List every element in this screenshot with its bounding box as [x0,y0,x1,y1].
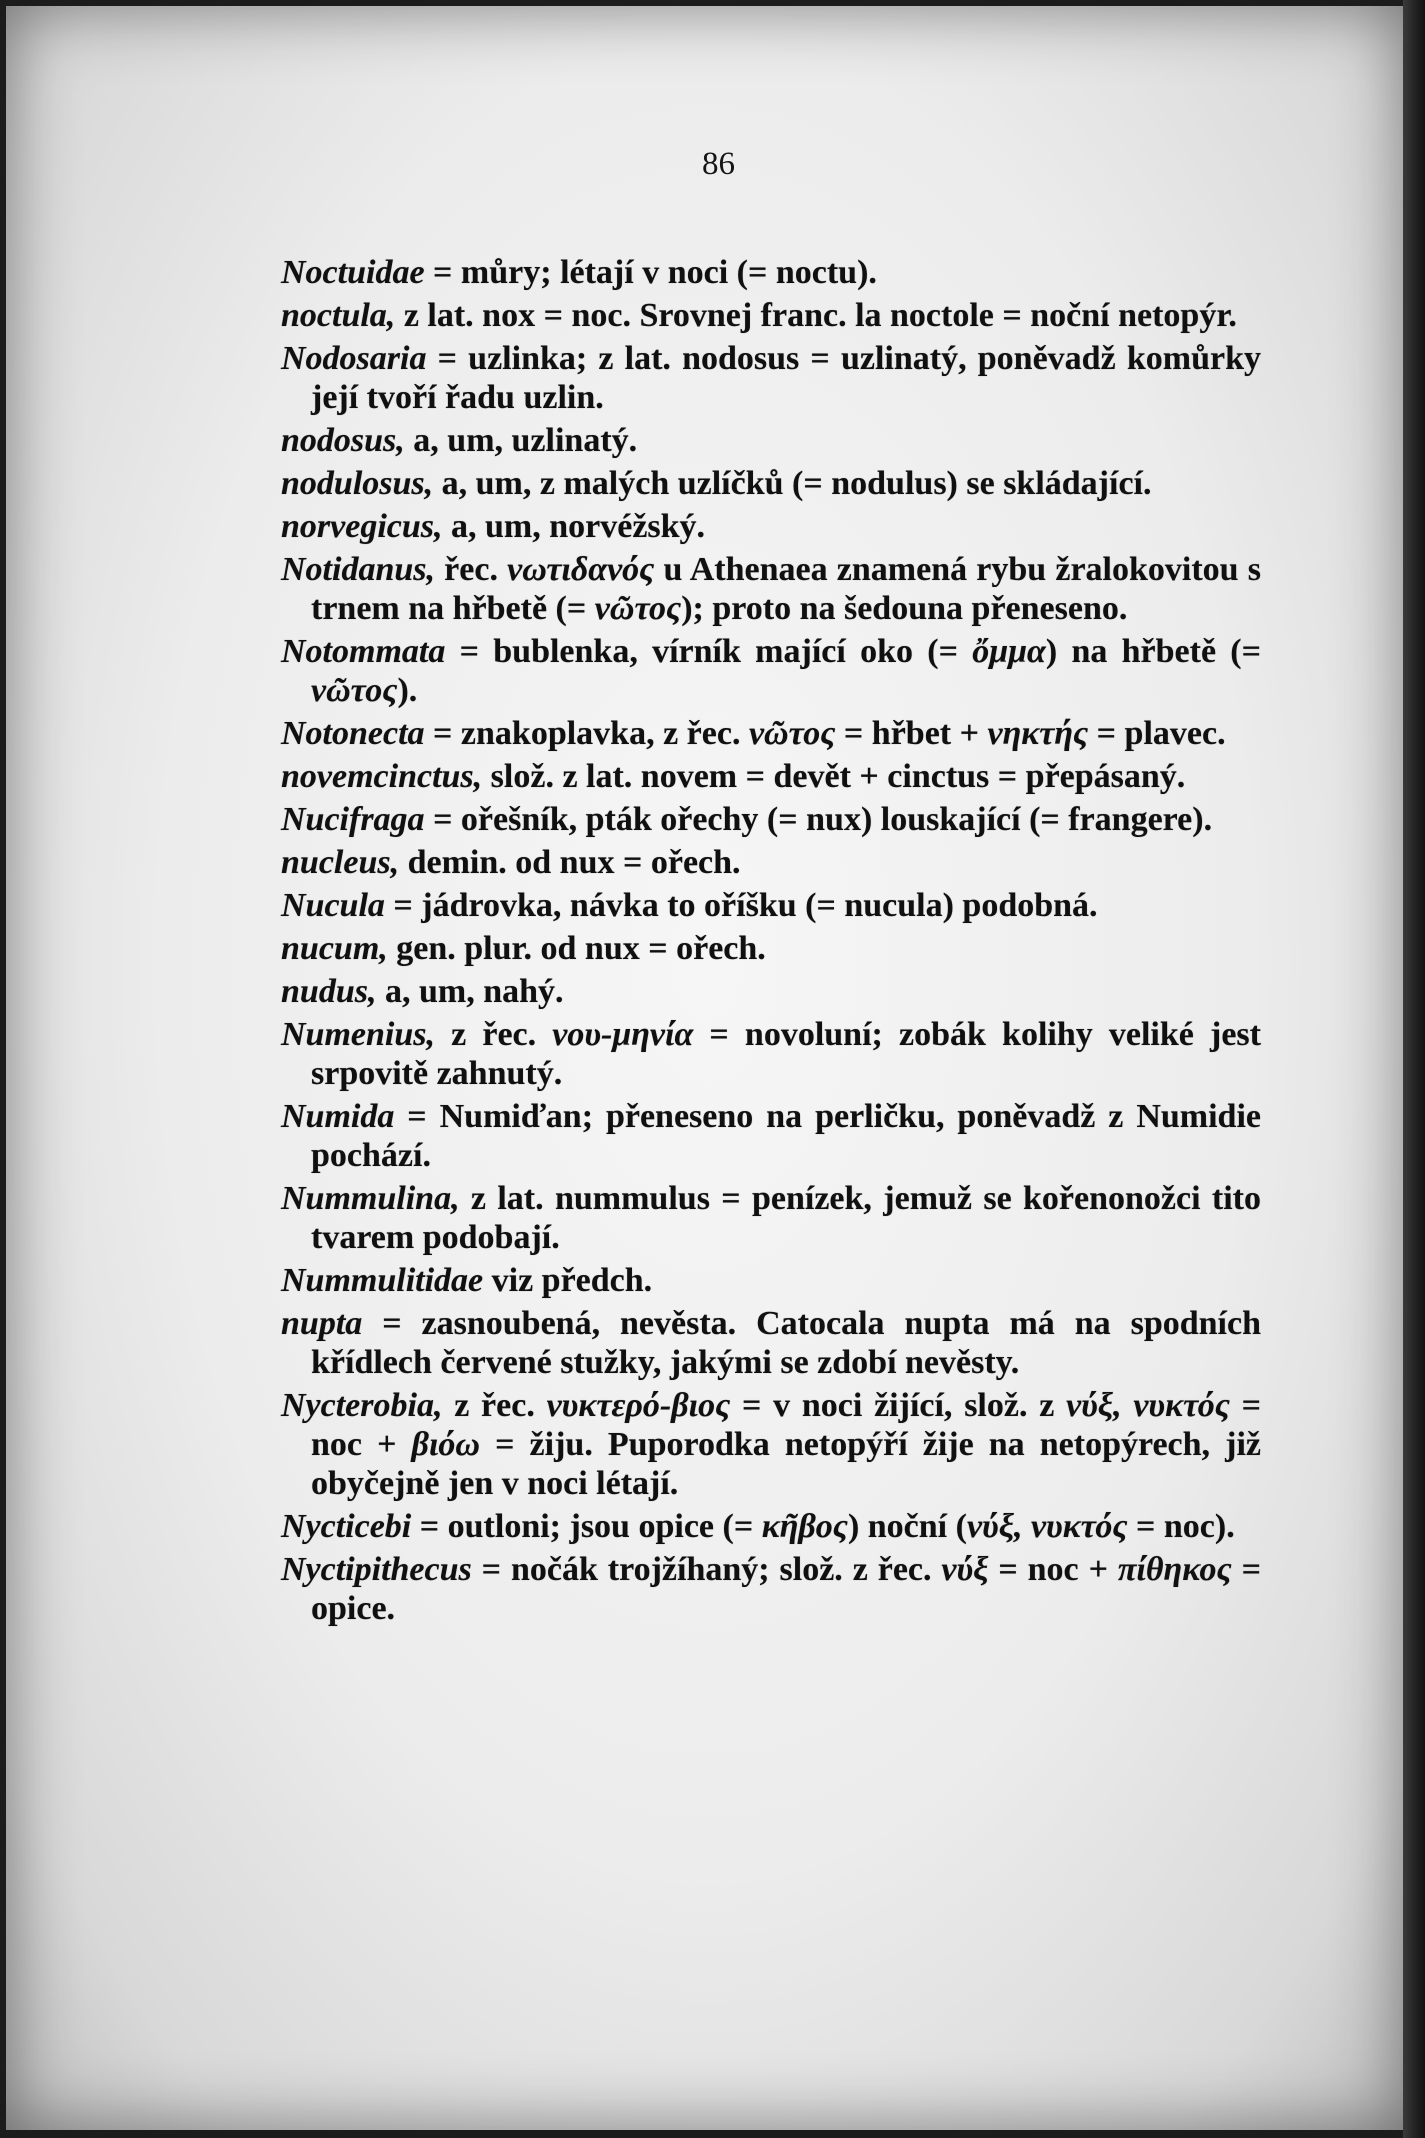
entry-definition-cont: = novoluní; zobák kolihy veliké jest srpovitě zahnutý. [311,1016,1261,1092]
entry-definition-cont: ) na hřbetě (= [1045,633,1262,670]
entry-definition: z řec. [442,1387,547,1424]
entry-headword: norvegicus, [281,508,443,545]
entry-headword: novemcinctus, [281,758,483,795]
entry-definition: a, um, uzlinatý. [404,422,638,459]
entry-nucum [281,929,1261,968]
entry-headword: Nummulina, [281,1180,460,1217]
entry-definition-cont: = noc + [311,1387,1261,1463]
entry-headword: Notonecta [281,715,425,752]
entry-nycterobia [281,1386,1261,1503]
entry-definition: z lat. nox = noc. Srovnej franc. la noctole = noční netopýr. [395,297,1237,334]
entry-headword: nucum, [281,930,388,967]
entry-nyctipithecus [281,1550,1261,1628]
greek-word: νου-μηνία [552,1016,694,1053]
entry-definition-cont: = v noci žijící, slož. z [730,1387,1067,1424]
entry-definition: = jádrovka, návka to oříšku (= nucula) podobná. [384,887,1098,924]
entry-definition: = uzlinka; z lat. nodosus = uzlinatý, poněvadž komůrky její tvoří řadu uzlin. [311,340,1261,416]
greek-word: ὄμμα [972,633,1046,670]
entry-nodulosus [281,464,1261,503]
entry-novemcinctus [281,757,1261,796]
greek-word: νύξ, νυκτός [1066,1387,1230,1424]
entry-definition: = ořešník, pták ořechy (= nux) louskající (= frangere). [424,801,1213,838]
entry-definition: z řec. [435,1016,553,1053]
entry-nucifraga [281,800,1261,839]
entry-definition: = zasnoubená, nevěsta. Catocala nupta má na spodních křídlech červené stužky, jakými se zdobí nevěsty. [311,1305,1261,1381]
entry-definition: viz předch. [483,1262,653,1299]
entry-headword: nodosus, [281,422,405,459]
entry-headword: nupta [281,1305,363,1342]
greek-word: νυκτερό-βιος [546,1387,731,1424]
entry-noctula [281,296,1261,335]
entry-headword: noctula, [281,297,396,334]
entry-headword: nodulosus, [281,465,434,502]
entry-numenius [281,1015,1261,1093]
entry-definition: = znakoplavka, z řec. [424,715,749,752]
entry-noctuidae [281,253,1261,292]
entry-nummulitidae [281,1261,1261,1300]
entry-notommata [281,632,1261,710]
entry-definition: gen. plur. od nux = ořech. [387,930,766,967]
entry-headword: Numenius, [281,1016,435,1053]
book-spine-edge [1403,0,1425,2138]
entry-headword: Nycticebi [281,1508,412,1545]
entry-definition: = Numiďan; přeneseno na perličku, poněvadž z Numidie pochází. [311,1098,1261,1174]
greek-word: νῶτος [748,715,836,752]
entry-headword: Notidanus, [281,551,435,588]
greek-word: νύξ, νυκτός [966,1508,1128,1545]
entry-definition: = bublenka, vírník mající oko (= [445,633,973,670]
greek-word: νῶτος [311,672,398,709]
entry-notonecta [281,714,1261,753]
entry-definition-cont: = opice. [311,1551,1262,1627]
greek-word: νύξ [941,1551,989,1588]
entry-headword: Nyctipithecus [281,1551,472,1588]
greek-word: πίθηκος [1117,1551,1232,1588]
entry-definition-cont: = plavec. [1088,715,1226,752]
entry-definition: slož. z lat. novem = devět + cinctus = přepásaný. [482,758,1186,795]
entry-definition: a, um, norvéžský. [442,508,706,545]
entry-headword: nucleus, [281,844,400,881]
entry-nodosus [281,421,1261,460]
entry-headword: Nucifraga [281,801,425,838]
entry-definition-cont: = noc + [988,1551,1118,1588]
entry-definition-cont: ) noční ( [847,1508,967,1545]
entry-headword: Nycterobia, [281,1387,443,1424]
greek-word: νωτιδανός [507,551,655,588]
greek-word: νηκτής [987,715,1089,752]
greek-word: νῶτος [594,590,682,627]
entry-definition: = nočák trojžíhaný; slož. z řec. [471,1551,942,1588]
page-number: 86 [702,146,735,182]
entry-nodosaria [281,339,1261,417]
book-page [6,6,1406,2130]
entry-notidanus [281,550,1261,628]
entry-nucleus [281,843,1261,882]
dictionary-entries [281,253,1261,1632]
entry-definition: demin. od nux = ořech. [399,844,741,881]
entry-definition: z lat. nummulus = penízek, jemuž se kořenonožci tito tvarem podobají. [311,1180,1261,1256]
entry-headword: Notommata [281,633,446,670]
entry-nucula [281,886,1261,925]
entry-definition-cont: = noc). [1127,1508,1235,1545]
entry-nupta [281,1304,1261,1382]
entry-definition-cont: = hřbet + [835,715,988,752]
entry-nycticebi [281,1507,1261,1546]
entry-headword: Numida [281,1098,395,1135]
entry-nummulina [281,1179,1261,1257]
entry-definition-cont: ). [397,672,418,709]
entry-definition-cont: = žiju. Puporodka netopýří žije na netopýrech, již obyčejně jen v noci létají. [311,1426,1261,1502]
entry-headword: Noctuidae [281,254,425,291]
entry-definition: = můry; létají v noci (= noctu). [424,254,877,291]
greek-word: βιόω [411,1426,480,1463]
entry-numida [281,1097,1261,1175]
entry-definition: a, um, z malých uzlíčků (= nodulus) se skládající. [433,465,1152,502]
greek-word: κῆβος [761,1508,848,1545]
entry-definition: = outloni; jsou opice (= [411,1508,762,1545]
entry-definition: řec. [435,551,508,588]
entry-norvegicus [281,507,1261,546]
entry-headword: Nummulitidae [281,1262,484,1299]
entry-nudus [281,972,1261,1011]
entry-headword: Nucula [281,887,385,924]
entry-headword: nudus, [281,973,377,1010]
entry-definition-cont: ); proto na šedouna přeneseno. [681,590,1128,627]
entry-definition-cont: u Athenaea znamená rybu žralokovitou s trnem na hřbetě (= [311,551,1261,627]
entry-definition: a, um, nahý. [376,973,564,1010]
entry-headword: Nodosaria [281,340,427,377]
